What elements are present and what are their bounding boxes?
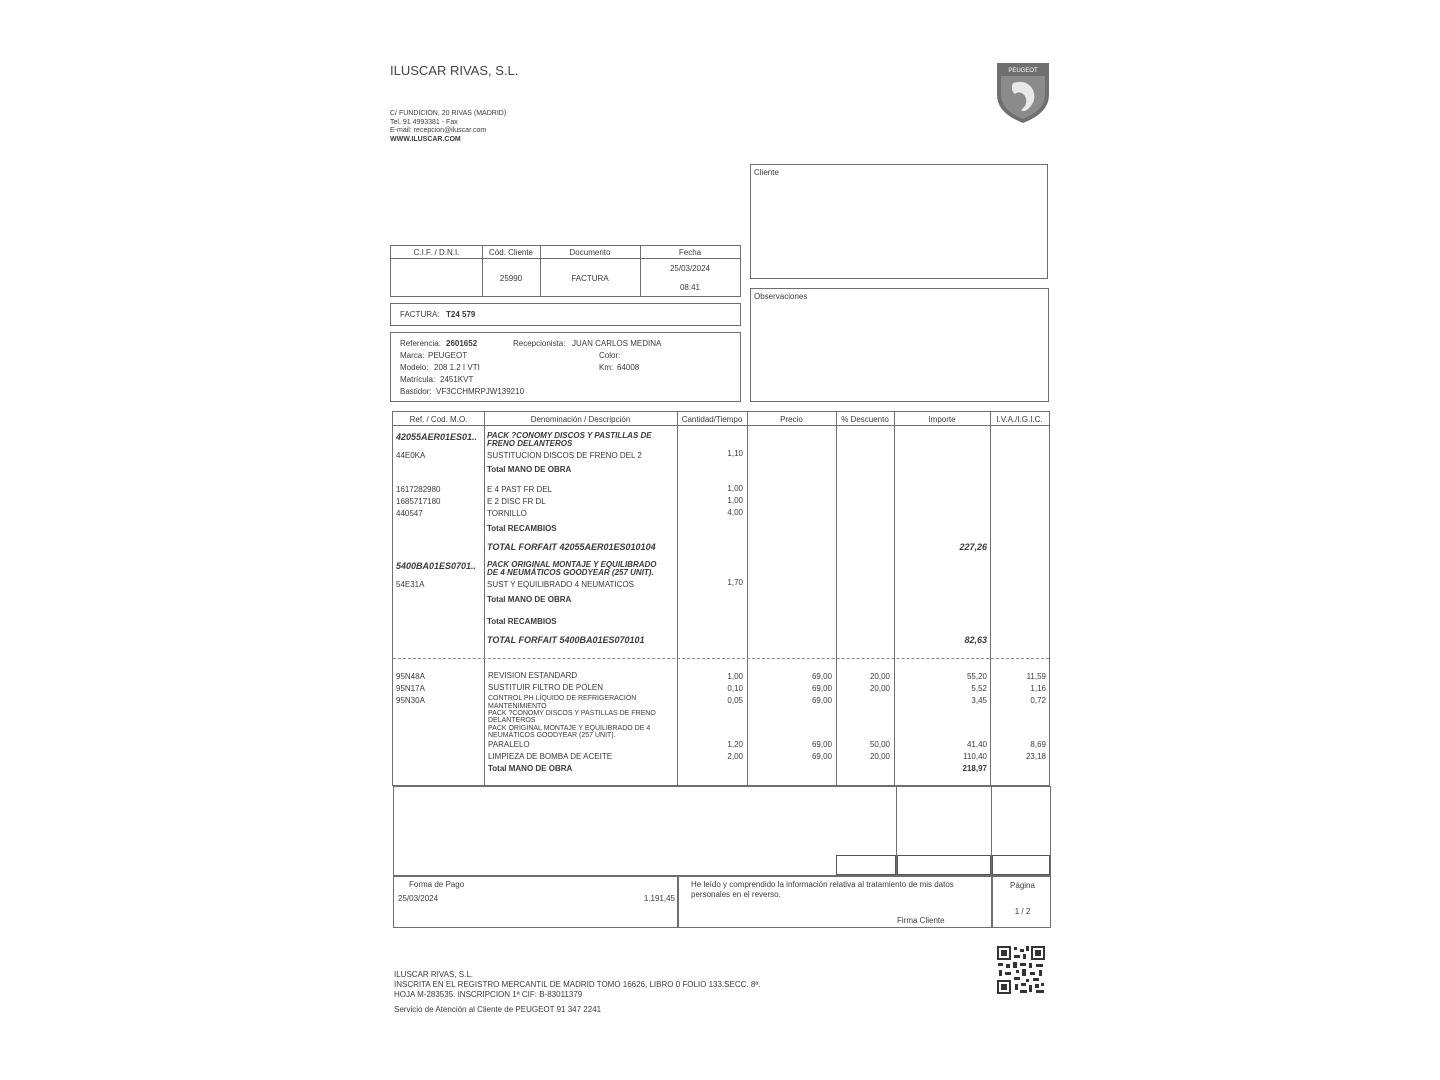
forma-pago-box: [393, 876, 678, 928]
table-row: 54E31A: [396, 580, 425, 589]
table-row: 1,70: [727, 578, 743, 587]
table-row: 1685717180: [396, 497, 441, 506]
legal-line-1: ILUSCAR RIVAS, S.L.: [394, 970, 473, 979]
table-row: E 2 DISC FR DL: [487, 497, 546, 506]
table-row: REVISION ESTANDARD: [488, 671, 578, 680]
forma-pago-amount: 1.191,45: [643, 894, 675, 903]
col-qty: Cantidad/Tiempo: [681, 415, 743, 424]
header-table: [390, 245, 741, 297]
privacy-text-a: He leído y comprendido la información relativa al tratamiento de mis datos: [691, 880, 954, 889]
table-row: 41,40: [966, 740, 987, 749]
table-row: 42055AER01ES01..: [396, 432, 478, 442]
forfait-2-importe: 82,63: [964, 635, 987, 645]
km-label: Km:: [599, 363, 614, 372]
legal-line-2: INSCRITA EN EL REGISTRO MERCANTIL DE MADRID TOMO 16626, LIBRO 0 FOLIO 133.SECC. 8ª.: [394, 980, 761, 989]
table-row: 50,00: [869, 740, 890, 749]
col-ref: Ref. / Cod. M.O.: [409, 415, 468, 424]
table-row: LIMPIEZA DE BOMBA DE ACEITE: [488, 752, 613, 761]
table-row: Total RECAMBIOS: [487, 617, 557, 626]
table-row: CONTROL PH LÍQUIDO DE REFRIGERACIÓN: [488, 695, 637, 702]
table-row: Total MANO DE OBRA: [487, 595, 572, 604]
marca-label: Marca:: [400, 351, 425, 360]
labor-total: Total MANO DE OBRA: [488, 764, 573, 773]
company-address: C/ FUNDICION, 20 RIVAS (MADRID): [390, 110, 507, 117]
factura-label: FACTURA:: [400, 310, 440, 319]
cliente-label: Cliente: [754, 168, 779, 177]
col-iva: I.V.A./I.G.I.C.: [996, 415, 1043, 424]
table-row: SUSTITUIR FILTRO DE POLEN: [488, 683, 603, 692]
table-row: Total MANO DE OBRA: [487, 465, 572, 474]
table-row: 1,00: [727, 672, 743, 681]
table-row: FRENO DELANTEROS: [487, 439, 573, 448]
cliente-box: [750, 164, 1048, 279]
forfait-2-total: TOTAL FORFAIT 5400BA01ES070101: [487, 635, 645, 645]
table-row: 95N48A: [396, 672, 425, 681]
labor-note: PACK ORIGINAL MONTAJE Y EQUILIBRADO DE 4: [488, 725, 651, 732]
table-row: PACK ?CONOMY DISCOS Y PASTILLAS DE: [487, 431, 652, 440]
table-row: 4,00: [727, 508, 743, 517]
referencia-label: Referencia:: [400, 339, 441, 348]
col-importe: Importe: [928, 415, 956, 424]
table-row: E 4 PAST FR DEL: [487, 485, 553, 494]
referencia-value: 2601652: [446, 339, 478, 348]
col-precio: Precio: [780, 415, 803, 424]
company-email: E-mail: recepcion@iluscar.com: [390, 127, 487, 134]
firma-cliente: Firma Cliente: [897, 916, 945, 925]
forfait-1-importe: 227,26: [959, 542, 987, 552]
observaciones-box: [750, 288, 1049, 402]
matricula-value: 2451KVT: [440, 375, 474, 384]
labor-note: MANTENIMIENTO: [488, 703, 547, 710]
legal-line-3: HOJA M-283535. INSCRIPCION 1ª CIF: B-83011379: [394, 990, 583, 999]
marca-value: PEUGEOT: [428, 351, 468, 360]
company-web: WWW.ILUSCAR.COM: [390, 136, 461, 143]
privacy-box: [678, 876, 992, 928]
table-row: 0,10: [727, 684, 743, 693]
table-row: 1,00: [727, 496, 743, 505]
table-row: SUSTITUCION DISCOS DE FRENO DEL 2: [487, 451, 642, 460]
recepcionista-label: Recepcionista:: [513, 339, 566, 348]
labor-note: DELANTEROS: [488, 717, 536, 724]
labor-note: NEUMÁTICOS GOODYEAR (257 UNIT).: [488, 732, 616, 739]
fecha-value: 25/03/2024: [669, 264, 711, 273]
items-table: [392, 411, 1050, 786]
table-row: 8,69: [1030, 740, 1046, 749]
hora-value: 08:41: [679, 283, 701, 292]
bastidor-label: Bastidor:: [400, 387, 432, 396]
documento-value: FACTURA: [571, 274, 609, 283]
table-row: 5,52: [971, 684, 987, 693]
observaciones-label: Observaciones: [754, 292, 808, 301]
company-phone: Tel. 91 4993381 - Fax: [390, 119, 458, 126]
table-row: 5400BA01ES0701..: [396, 561, 477, 571]
table-row: 1,20: [727, 740, 743, 749]
table-row: 11,59: [1026, 672, 1046, 681]
pagina-value: 1 / 2: [1014, 907, 1031, 916]
cod-cliente-value: 25990: [499, 274, 523, 283]
table-row: 20,00: [869, 672, 890, 681]
company-name: ILUSCAR RIVAS, S.L.: [390, 63, 519, 78]
table-row: 55,20: [966, 672, 987, 681]
factura-number: T24 579: [446, 310, 476, 319]
pagina-box: [992, 876, 1051, 928]
color-label: Color:: [599, 351, 621, 360]
table-row: PACK ORIGINAL MONTAJE Y EQUILIBRADO: [487, 560, 657, 569]
table-row: 110,40: [963, 752, 987, 761]
table-row: SUST Y EQUILIBRADO 4 NEUMATICOS: [487, 580, 634, 589]
table-row: 69,00: [811, 696, 832, 705]
forfait-1-total: TOTAL FORFAIT 42055AER01ES010104: [487, 542, 656, 552]
table-row: 69,00: [811, 684, 832, 693]
table-row: Total RECAMBIOS: [487, 524, 557, 533]
table-row: PARALELO: [488, 740, 530, 749]
table-row: 23,18: [1025, 752, 1046, 761]
header-col-cliente: Cód. Cliente: [488, 248, 534, 257]
legal-line-4: Servicio de Atención al Cliente de PEUGEOT 91 347 2241: [394, 1005, 602, 1014]
modelo-label: Modelo:: [400, 363, 429, 372]
matricula-label: Matrícula:: [400, 375, 436, 384]
table-row: 44E0KA: [396, 451, 426, 460]
labor-total-importe: 218,97: [962, 764, 987, 773]
table-row: DE 4 NEUMÁTICOS GOODYEAR (257 UNIT).: [487, 568, 654, 577]
table-row: 0,72: [1030, 696, 1046, 705]
header-col-fecha: Fecha: [678, 248, 702, 257]
bastidor-value: VF3CCHMRPJW139210: [436, 387, 525, 396]
table-row: 1,00: [727, 484, 743, 493]
col-desc: Denominación / Descripción: [530, 415, 631, 424]
vehicle-box: [390, 332, 741, 402]
peugeot-logo: [994, 61, 1052, 125]
table-row: 20,00: [869, 684, 890, 693]
table-row: 0,05: [727, 696, 743, 705]
forma-pago-date: 25/03/2024: [398, 894, 439, 903]
pagina-label: Página: [1010, 881, 1035, 890]
factura-box: [390, 303, 741, 326]
logo-text: PEUGEOT: [1008, 68, 1038, 74]
header-col-documento: Documento: [569, 248, 611, 257]
table-row: 440547: [396, 509, 423, 518]
table-row: 1,10: [727, 449, 743, 458]
totals-box: [393, 786, 1051, 876]
recepcionista-value: JUAN CARLOS MEDINA: [572, 339, 662, 348]
km-value: 64008: [617, 363, 640, 372]
header-col-cif: C.I.F. / D.N.I.: [413, 248, 460, 257]
table-row: 20,00: [869, 752, 890, 761]
table-row: 2,00: [727, 752, 743, 761]
table-row: 95N30A: [396, 696, 425, 705]
table-row: 3,45: [971, 696, 987, 705]
table-row: TORNILLO: [487, 509, 527, 518]
table-row: 69,00: [811, 740, 832, 749]
table-row: 1,16: [1030, 684, 1046, 693]
qr-code-icon: [996, 945, 1046, 995]
forma-pago-label: Forma de Pago: [409, 880, 465, 889]
table-row: 1617282980: [396, 485, 441, 494]
table-row: 69,00: [811, 752, 832, 761]
labor-note: PACK ?CONOMY DISCOS Y PASTILLAS DE FRENO: [488, 710, 656, 717]
col-dto: % Descuento: [841, 415, 889, 424]
modelo-value: 208 1.2 I VTI: [434, 363, 480, 372]
table-row: 95N17A: [396, 684, 425, 693]
privacy-text-b: personales en el reverso.: [691, 890, 781, 899]
table-row: 69,00: [811, 672, 832, 681]
